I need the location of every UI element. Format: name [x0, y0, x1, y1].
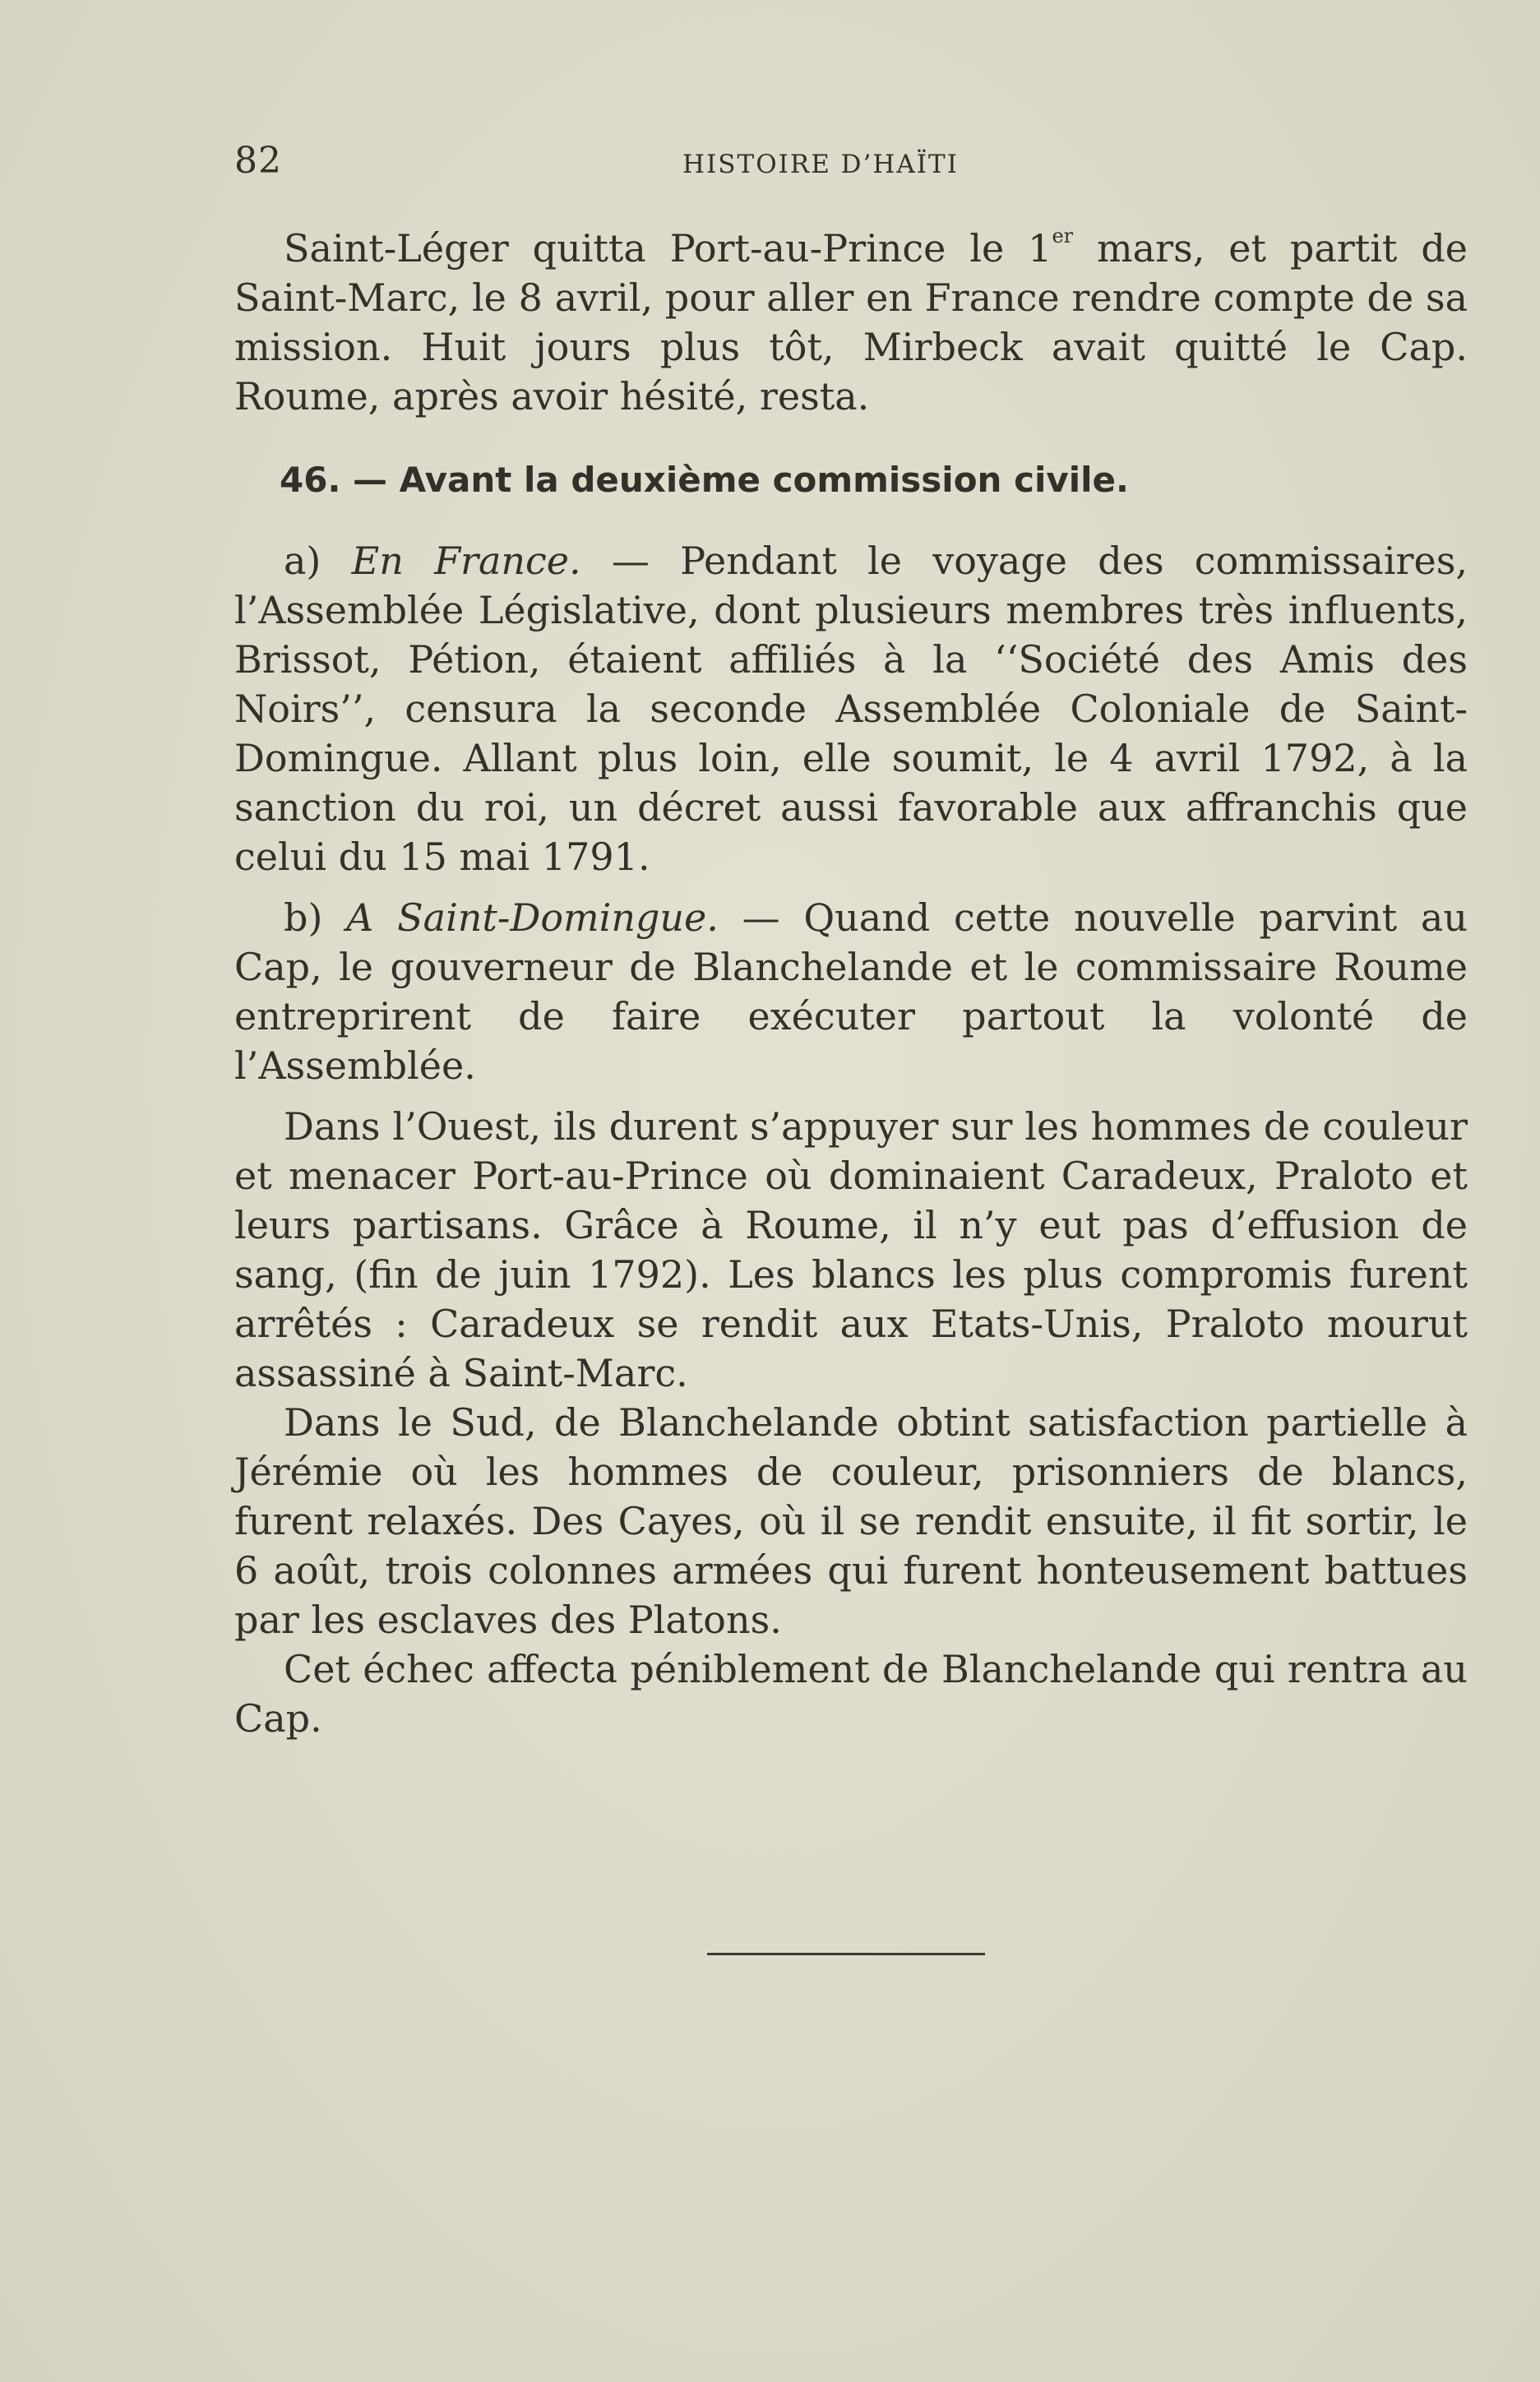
- subsection-text: — Pendant le voyage des commissaires, l’Assemblée Législative, dont plusieurs membres très influents, Brissot, Pétion, étaient affiliés à la ‘‘Société des Amis des Noirs’’, censura la seconde Assemblée Coloniale de Saint-Domingue. Allant plus loin, elle soumit, le 4 avril 1792, à la sanction du roi, un décret aussi favorable aux affranchis que celui du 15 mai 1791.: [234, 539, 1468, 879]
- end-rule-divider: [707, 1953, 985, 1955]
- paragraph-departure: [234, 224, 1468, 421]
- paragraph-text: mars, et partit de Saint-Marc, le 8 avril, pour aller en France rendre compte de sa mission. Huit jours plus tôt, Mirbeck avait quitté le Cap. Roume, après avoir hésité, resta.: [234, 226, 1468, 419]
- paragraph-echec: Cet échec affecta péniblement de Blanchelande qui rentra au Cap.: [234, 1647, 1468, 1741]
- page-number: 82: [234, 140, 282, 182]
- subsection-saint-domingue: [234, 893, 1468, 1090]
- page-header: [234, 140, 1468, 189]
- subsection-label: b): [284, 895, 347, 940]
- subsection-en-france: [234, 536, 1468, 881]
- subsection-label: a): [284, 539, 352, 583]
- subsection-title: A Saint-Domingue.: [346, 895, 719, 940]
- subsection-text: — Quand cette nouvelle parvint au Cap, le gouverneur de Blanchelande et le commissaire Roume entreprirent de faire exécuter partout la volonté de l’Assemblée.: [234, 895, 1468, 1088]
- paragraph-ouest: Dans l’Ouest, ils durent s’appuyer sur les hommes de couleur et menacer Port-au-Prince où dominaient Caradeux, Praloto et leurs partisans. Grâce à Roume, il n’y eut pas d’effusion de sang, (fin de juin 1792). Les blancs les plus compromis furent arrêtés : Caradeux se rendit aux Etats-Unis, Praloto mourut assassiné à Saint-Marc.: [234, 1104, 1468, 1395]
- section-heading: 46. — Avant la deuxième commission civile.: [280, 460, 1129, 500]
- body-text: [234, 224, 1468, 1743]
- paragraph-text: Saint-Léger quitta Port-au-Prince le 1: [284, 226, 1052, 271]
- paragraph-sud: Dans le Sud, de Blanchelande obtint satisfaction partielle à Jérémie où les hommes de couleur, prisonniers de blancs, furent relaxés. Des Cayes, où il se rendit ensuite, il fit sortir, le 6 août, trois colonnes armées qui furent honteusement battues par les esclaves des Platons.: [234, 1400, 1468, 1642]
- ordinal-superscript: er: [1052, 224, 1074, 247]
- running-title: HISTOIRE D’HAÏTI: [682, 150, 959, 179]
- subsection-title: En France.: [351, 539, 581, 583]
